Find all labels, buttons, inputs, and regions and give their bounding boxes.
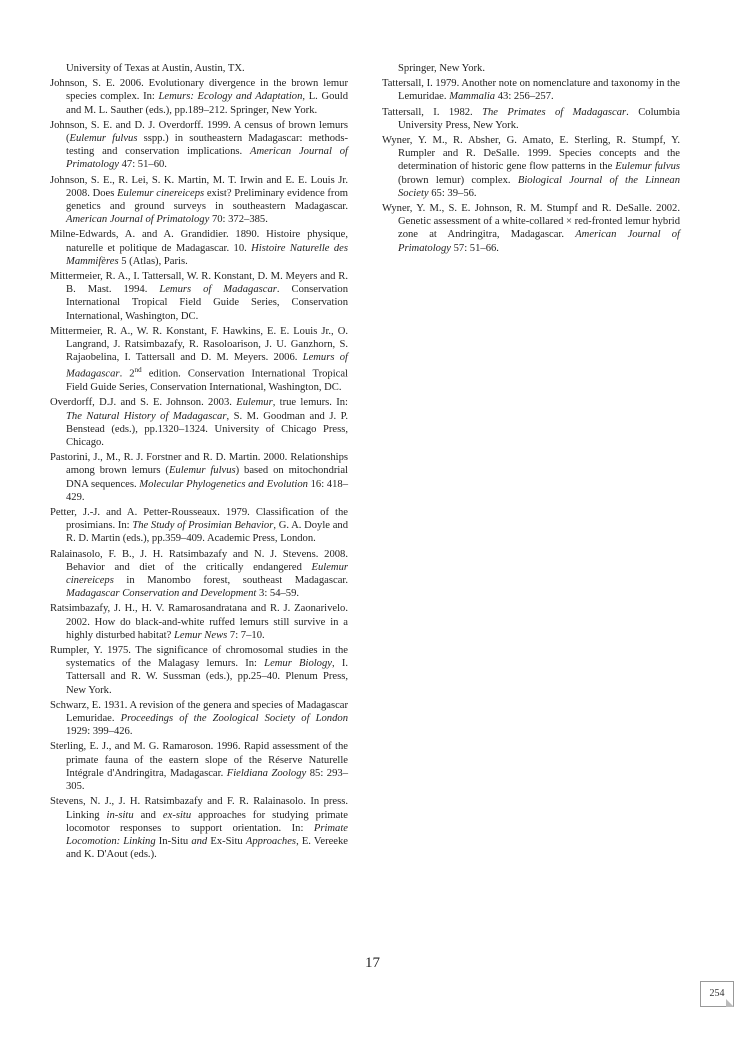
reference-entry: Springer, New York. — [398, 63, 485, 74]
page-tab[interactable] — [700, 981, 734, 1007]
reference-entry: Mittermeier, R. A., W. R. Konstant, F. Hawkins, E. E. Louis Jr., O. Langrand, J. Ratsimbazafy, R. Rasoloarison, J. U. Ganzhorn, S. Rajaobelina, I. Tattersall and D. M. Meyers. 2006. Lemurs of Madagascar. 2nd edition. Conservation International Tropical Field Guide Series, Conservation International, Washington, DC. — [50, 325, 348, 394]
reference-entry: Johnson, S. E., R. Lei, S. K. Martin, M. T. Irwin and E. E. Louis Jr. 2008. Does Eulemur cinereiceps exist? Preliminary evidence from genetics and ground surveys in southeastern Madagascar. American Journal of Primatology 70: 372–385. — [50, 174, 348, 226]
reference-entry: Stevens, N. J., J. H. Ratsimbazafy and F. R. Ralainasolo. In press. Linking in-situ and ex-situ approaches for studying primate locomotor responses to support orientation. In: Primate Locomotion: Linking In-Situ and Ex-Situ Approaches, E. Vereeke and K. D'Aout (eds.). — [50, 796, 348, 861]
reference-entry: Milne-Edwards, A. and A. Grandidier. 1890. Histoire physique, naturelle et politique de Madagascar. 10. Histoire Naturelle des Mammifères 5 (Atlas), Paris. — [50, 229, 348, 267]
reference-entry: Wyner, Y. M., R. Absher, G. Amato, E. Sterling, R. Stumpf, Y. Rumpler and R. DeSalle. 1999. Species concepts and the determination of historic gene flow patterns in the Eulemur fulvus (brown lemur) complex. Biological Journal of the Linnean Society 65: 39–56. — [382, 135, 680, 199]
reference-entry: Ralainasolo, F. B., J. H. Ratsimbazafy and N. J. Stevens. 2008. Behavior and diet of the critically endangered Eulemur cinereiceps in Manombo forest, southeast Madagascar. Madagascar Conservation and Development 3: 54–59. — [50, 548, 348, 600]
reference-entry: Johnson, S. E. 2006. Evolutionary divergence in the brown lemur species complex. In: Lemurs: Ecology and Adaptation, L. Gould and M. L. Sauther (eds.), pp.189–212. Springer, New York. — [50, 78, 348, 116]
reference-entry: Ratsimbazafy, J. H., H. V. Ramarosandratana and R. J. Zaonarivelo. 2002. How do black-and-white ruffed lemurs still survive in a highly disturbed habitat? Lemur News 7: 7–10. — [50, 603, 348, 641]
reference-entry: Schwarz, E. 1931. A revision of the genera and species of Madagascar Lemuridae. Proceedings of the Zoological Society of London 1929: 399–426. — [50, 699, 348, 738]
reference-entry: Tattersall, I. 1982. The Primates of Madagascar. Columbia University Press, New York. — [382, 106, 680, 131]
reference-entry: Johnson, S. E. and D. J. Overdorff. 1999. A census of brown lemurs (Eulemur fulvus sspp.) in southeastern Madagascar: methods-testing and conservation implications. American Journal of Primatology 47: 51–60. — [50, 119, 349, 171]
reference-column-right — [382, 62, 680, 257]
reference-entry: Overdorff, D.J. and S. E. Johnson. 2003. Eulemur, true lemurs. In: The Natural History of Madagascar, S. M. Goodman and J. P. Benstead (eds.), pp.1320–1324. University of Chicago Press, Chicago. — [50, 397, 348, 449]
page-number: 17 — [365, 955, 380, 971]
reference-column-left — [50, 62, 348, 863]
reference-entry: Tattersall, I. 1979. Another note on nomenclature and taxonomy in the Lemuridae. Mammalia 43: 256–257. — [382, 78, 680, 103]
page-tab-number: 254 — [709, 988, 725, 999]
page-curl-icon — [726, 999, 734, 1007]
reference-entry: Rumpler, Y. 1975. The significance of chromosomal studies in the systematics of the Malagasy lemurs. In: Lemur Biology, I. Tattersall and R. W. Sussman (eds.), pp.25–40. Plenum Press, New York. — [50, 645, 348, 696]
reference-entry: Pastorini, J., M., R. J. Forstner and R. D. Martin. 2000. Relationships among brown lemurs (Eulemur fulvus) based on mitochondrial DNA sequences. Molecular Phylogenetics and Evolution 16: 418–429. — [50, 452, 348, 503]
reference-entry: Sterling, E. J., and M. G. Ramaroson. 1996. Rapid assessment of the primate fauna of the eastern slope of the Réserve Naturelle Intégrale d'Andringitra, Madagascar. Fieldiana Zoology 85: 293–305. — [50, 741, 348, 793]
reference-entry: Wyner, Y. M., S. E. Johnson, R. M. Stumpf and R. DeSalle. 2002. Genetic assessment of a white-collared × red-fronted lemur hybrid zone at Andringitra, Madagascar. American Journal of Primatology 57: 51–66. — [382, 203, 680, 254]
reference-entry: Mittermeier, R. A., I. Tattersall, W. R. Konstant, D. M. Meyers and R. B. Mast. 1994. Lemurs of Madagascar. Conservation International Tropical Field Guide Series, Conservation International, Washington, DC. — [50, 271, 348, 322]
reference-entry: University of Texas at Austin, Austin, TX. — [66, 63, 245, 74]
reference-entry: Petter, J.-J. and A. Petter-Rousseaux. 1979. Classification of the prosimians. In: The Study of Prosimian Behavior, G. A. Doyle and R. D. Martin (eds.), pp.359–409. Academic Press, London. — [50, 507, 348, 545]
